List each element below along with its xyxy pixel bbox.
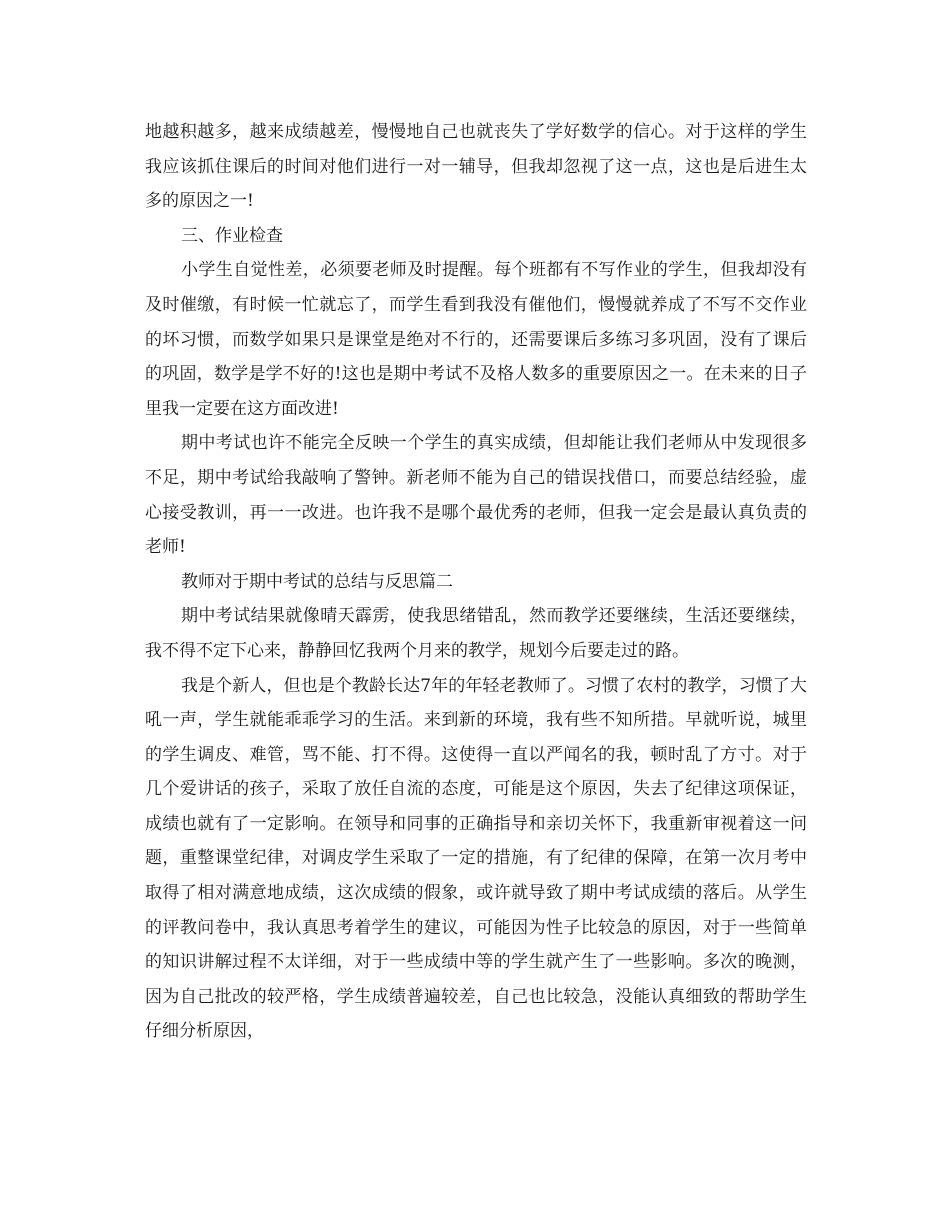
paragraph-midterm-reflection: 期中考试也许不能完全反映一个学生的真实成绩，但却能让我们老师从中发现很多不足，期中考试给我敲响了警钟。新老师不能为自己的错误找借口，而要总结经验，虚心接受教训，再一一改进。也许我不是哪个最优秀的老师，但我一定会是最认真负责的老师! <box>145 433 807 558</box>
paragraph-continuation: 地越积越多，越来成绩越差，慢慢地自己也就丧失了学好数学的信心。对于这样的学生我应该抓住课后的时间对他们进行一对一辅导，但我却忽视了这一点，这也是后进生太多的原因之一! <box>145 122 807 212</box>
paragraph-homework: 小学生自觉性差，必须要老师及时提醒。每个班都有不写作业的学生，但我却没有及时催缴，有时候一忙就忘了，而学生看到我没有催他们，慢慢就养成了不写不交作业的坏习惯，而数学如果只是课堂是绝对不行的，还需要课后多练习多巩固，没有了课后的巩固，数学是学不好的!这也是期中考试不及格人数多的重要原因之一。在未来的日子里我一定要在这方面改进! <box>145 260 807 419</box>
document-body <box>145 115 807 1049</box>
paragraph-midterm-result: 期中考试结果就像晴天霹雳，使我思绪错乱，然而教学还要继续，生活还要继续，我不得不定下心来，静静回忆我两个月来的教学，规划今后要走过的路。 <box>145 606 807 661</box>
article-title-part-two: 教师对于期中考试的总结与反思篇二 <box>181 571 453 592</box>
section-heading-homework-check: 三、作业检查 <box>181 225 283 246</box>
paragraph-new-teacher: 我是个新人，但也是个教龄长达7年的年轻老教师了。习惯了农村的教学，习惯了大吼一声，学生就能乖乖学习的生活。来到新的环境，我有些不知所措。早就听说，城里的学生调皮、难管，骂不能、打不得。这使得一直以严闻名的我，顿时乱了方寸。对于几个爱讲话的孩子，采取了放任自流的态度，可能是这个原因，失去了纪律这项保证，成绩也就有了一定影响。在领导和同事的正确指导和亲切关怀下，我重新审视着这一问题，重整课堂纪律，对调皮学生采取了一定的措施，有了纪律的保障，在第一次月考中取得了相对满意地成绩，这次成绩的假象，或许就导致了期中考试成绩的落后。从学生的评教问卷中，我认真思考着学生的建议，可能因为性子比较急的原因，对于一些简单的知识讲解过程不太详细，对于一些成绩中等的学生就产生了一些影响。多次的晚测，因为自己批改的较严格，学生成绩普遍较差，自己也比较急，没能认真细致的帮助学生仔细分析原因， <box>145 675 807 1042</box>
